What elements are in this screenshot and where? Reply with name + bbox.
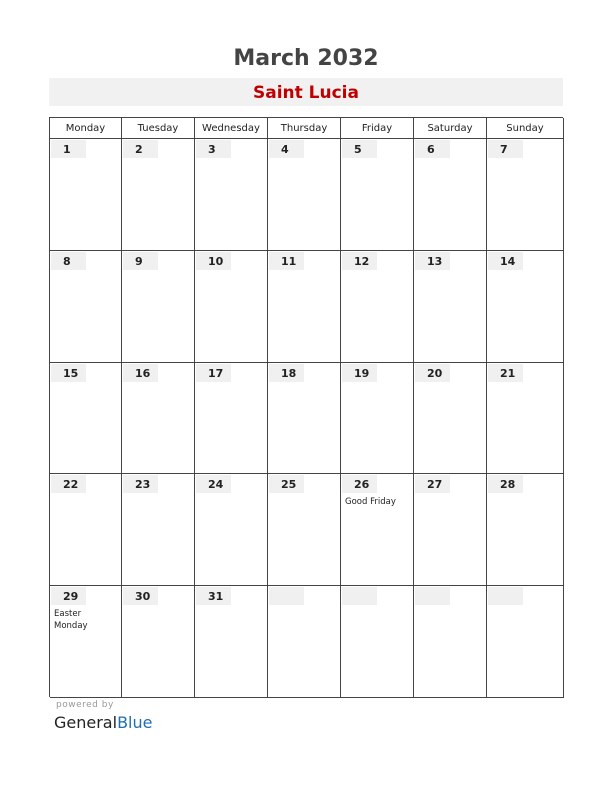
country-banner [49, 78, 563, 106]
day-number: 25 [269, 475, 304, 493]
day-number: 24 [196, 475, 231, 493]
weekday-header-monday: Monday [50, 118, 122, 139]
day-number [342, 587, 377, 605]
day-number: 13 [415, 252, 450, 270]
day-number: 27 [415, 475, 450, 493]
day-cell-29[interactable] [50, 586, 122, 698]
day-cell-7[interactable] [487, 139, 564, 251]
day-number: 6 [415, 140, 450, 158]
day-cell-11[interactable] [268, 251, 341, 363]
day-number: 2 [123, 140, 158, 158]
country-name: Saint Lucia [252, 83, 359, 103]
day-number: 5 [342, 140, 377, 158]
weekday-header-friday: Friday [341, 118, 414, 139]
day-cell-3[interactable] [195, 139, 268, 251]
day-number: 1 [51, 140, 86, 158]
day-cell-2[interactable] [122, 139, 195, 251]
day-number: 22 [51, 475, 86, 493]
brand-blue: Blue [117, 713, 153, 732]
generalblue-logo[interactable] [54, 713, 152, 732]
day-number: 12 [342, 252, 377, 270]
holiday-label: Easter Monday [54, 609, 88, 632]
day-number: 3 [196, 140, 231, 158]
day-cell-17[interactable] [195, 363, 268, 475]
day-number [269, 587, 304, 605]
empty-day-cell[interactable] [414, 586, 487, 698]
weekday-header-tuesday: Tuesday [122, 118, 195, 139]
day-cell-18[interactable] [268, 363, 341, 475]
day-number: 7 [488, 140, 523, 158]
day-number: 4 [269, 140, 304, 158]
day-number: 8 [51, 252, 86, 270]
weekday-header-wednesday: Wednesday [195, 118, 268, 139]
day-number: 18 [269, 364, 304, 382]
day-cell-1[interactable] [50, 139, 122, 251]
calendar-grid [49, 117, 563, 697]
day-cell-23[interactable] [122, 474, 195, 586]
day-cell-19[interactable] [341, 363, 414, 475]
weekday-header-thursday: Thursday [268, 118, 341, 139]
day-number: 15 [51, 364, 86, 382]
day-cell-28[interactable] [487, 474, 564, 586]
powered-by-label: powered by [56, 700, 114, 710]
day-number: 29 [51, 587, 86, 605]
day-number: 17 [196, 364, 231, 382]
day-number: 23 [123, 475, 158, 493]
day-number [415, 587, 450, 605]
day-number: 10 [196, 252, 231, 270]
day-cell-8[interactable] [50, 251, 122, 363]
day-number: 11 [269, 252, 304, 270]
day-number: 28 [488, 475, 523, 493]
day-cell-30[interactable] [122, 586, 195, 698]
day-cell-4[interactable] [268, 139, 341, 251]
day-cell-24[interactable] [195, 474, 268, 586]
day-cell-22[interactable] [50, 474, 122, 586]
day-cell-20[interactable] [414, 363, 487, 475]
day-cell-26[interactable] [341, 474, 414, 586]
day-number: 19 [342, 364, 377, 382]
day-cell-10[interactable] [195, 251, 268, 363]
day-number: 30 [123, 587, 158, 605]
brand-general: General [54, 713, 118, 732]
day-cell-14[interactable] [487, 251, 564, 363]
day-cell-5[interactable] [341, 139, 414, 251]
day-number: 16 [123, 364, 158, 382]
day-cell-13[interactable] [414, 251, 487, 363]
day-cell-12[interactable] [341, 251, 414, 363]
weekday-header-saturday: Saturday [414, 118, 487, 139]
day-number: 9 [123, 252, 158, 270]
weekday-header-sunday: Sunday [487, 118, 564, 139]
day-number: 31 [196, 587, 231, 605]
empty-day-cell[interactable] [341, 586, 414, 698]
day-cell-25[interactable] [268, 474, 341, 586]
holiday-label: Good Friday [345, 497, 396, 508]
day-cell-27[interactable] [414, 474, 487, 586]
empty-day-cell[interactable] [268, 586, 341, 698]
day-number [488, 587, 523, 605]
day-number: 14 [488, 252, 523, 270]
day-cell-21[interactable] [487, 363, 564, 475]
day-number: 20 [415, 364, 450, 382]
day-cell-31[interactable] [195, 586, 268, 698]
empty-day-cell[interactable] [487, 586, 564, 698]
day-cell-16[interactable] [122, 363, 195, 475]
day-number: 21 [488, 364, 523, 382]
day-cell-15[interactable] [50, 363, 122, 475]
day-cell-6[interactable] [414, 139, 487, 251]
day-number: 26 [342, 475, 377, 493]
day-cell-9[interactable] [122, 251, 195, 363]
calendar-title: March 2032 [233, 46, 379, 71]
